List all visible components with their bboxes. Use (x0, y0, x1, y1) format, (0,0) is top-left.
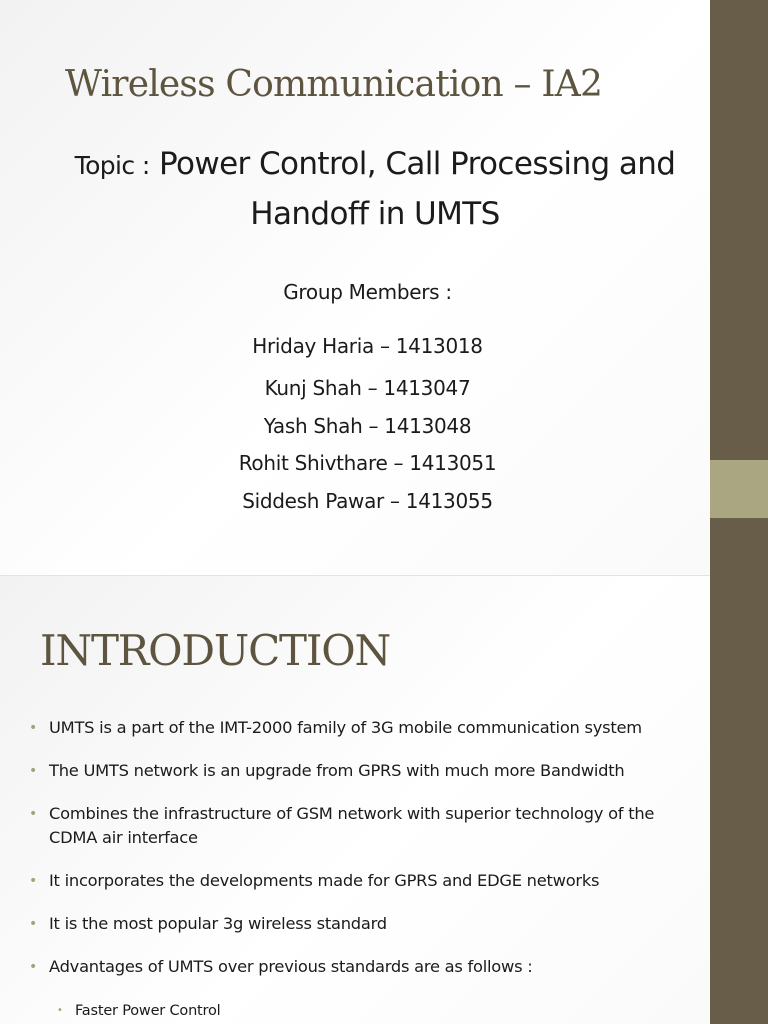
bullet-text: It is the most popular 3g wireless standard (49, 914, 387, 933)
topic-line-1: Power Control, Call Processing and (158, 146, 676, 182)
member-item: Hriday Haria – 1413018 (252, 334, 483, 358)
bullet-item (29, 759, 694, 783)
member-item: Kunj Shah – 1413047 (264, 376, 471, 400)
bullet-dot-icon: • (57, 1005, 63, 1016)
bullet-item (29, 869, 694, 893)
bullet-text: UMTS is a part of the IMT-2000 family of 3G mobile communication system (49, 718, 642, 737)
sub-bullet-list (57, 1000, 221, 1022)
bullet-text: Combines the infrastructure of GSM network with superior technology of the CDMA air interface (49, 804, 655, 847)
member-item: Yash Shah – 1413048 (263, 413, 472, 438)
bullet-text: It incorporates the developments made for GPRS and EDGE networks (49, 871, 600, 890)
bullet-text: The UMTS network is an upgrade from GPRS with much more Bandwidth (49, 761, 625, 780)
group-members-list (0, 330, 710, 520)
bullet-dot-icon: • (29, 916, 38, 932)
slide-title: Wireless Communication – IA2 (65, 64, 603, 105)
introduction-slide (0, 576, 710, 1024)
topic-line-2: Handoff in UMTS (250, 196, 500, 232)
bullet-dot-icon: • (29, 873, 38, 889)
topic-prefix: Topic : (74, 151, 150, 180)
bullet-item (29, 955, 694, 979)
bullet-dot-icon: • (29, 763, 38, 779)
member-item: Rohit Shivthare – 1413051 (238, 451, 497, 475)
bullet-item (29, 716, 694, 740)
bullet-text: Advantages of UMTS over previous standards are as follows : (49, 957, 533, 976)
bullet-list (29, 716, 694, 998)
member-item: Siddesh Pawar – 1413055 (242, 488, 493, 513)
bullet-dot-icon: • (29, 806, 38, 822)
bullet-item (29, 912, 694, 936)
topic-block (35, 140, 710, 238)
bullet-item (29, 802, 694, 850)
sub-bullet-text: Faster Power Control (75, 1003, 221, 1019)
bullet-dot-icon: • (29, 720, 38, 736)
slide-title: INTRODUCTION (40, 626, 391, 675)
bullet-dot-icon: • (29, 959, 38, 975)
sidebar-accent-block (710, 460, 768, 518)
sub-bullet-item (57, 1000, 221, 1022)
group-members-heading: Group Members : (283, 280, 452, 304)
